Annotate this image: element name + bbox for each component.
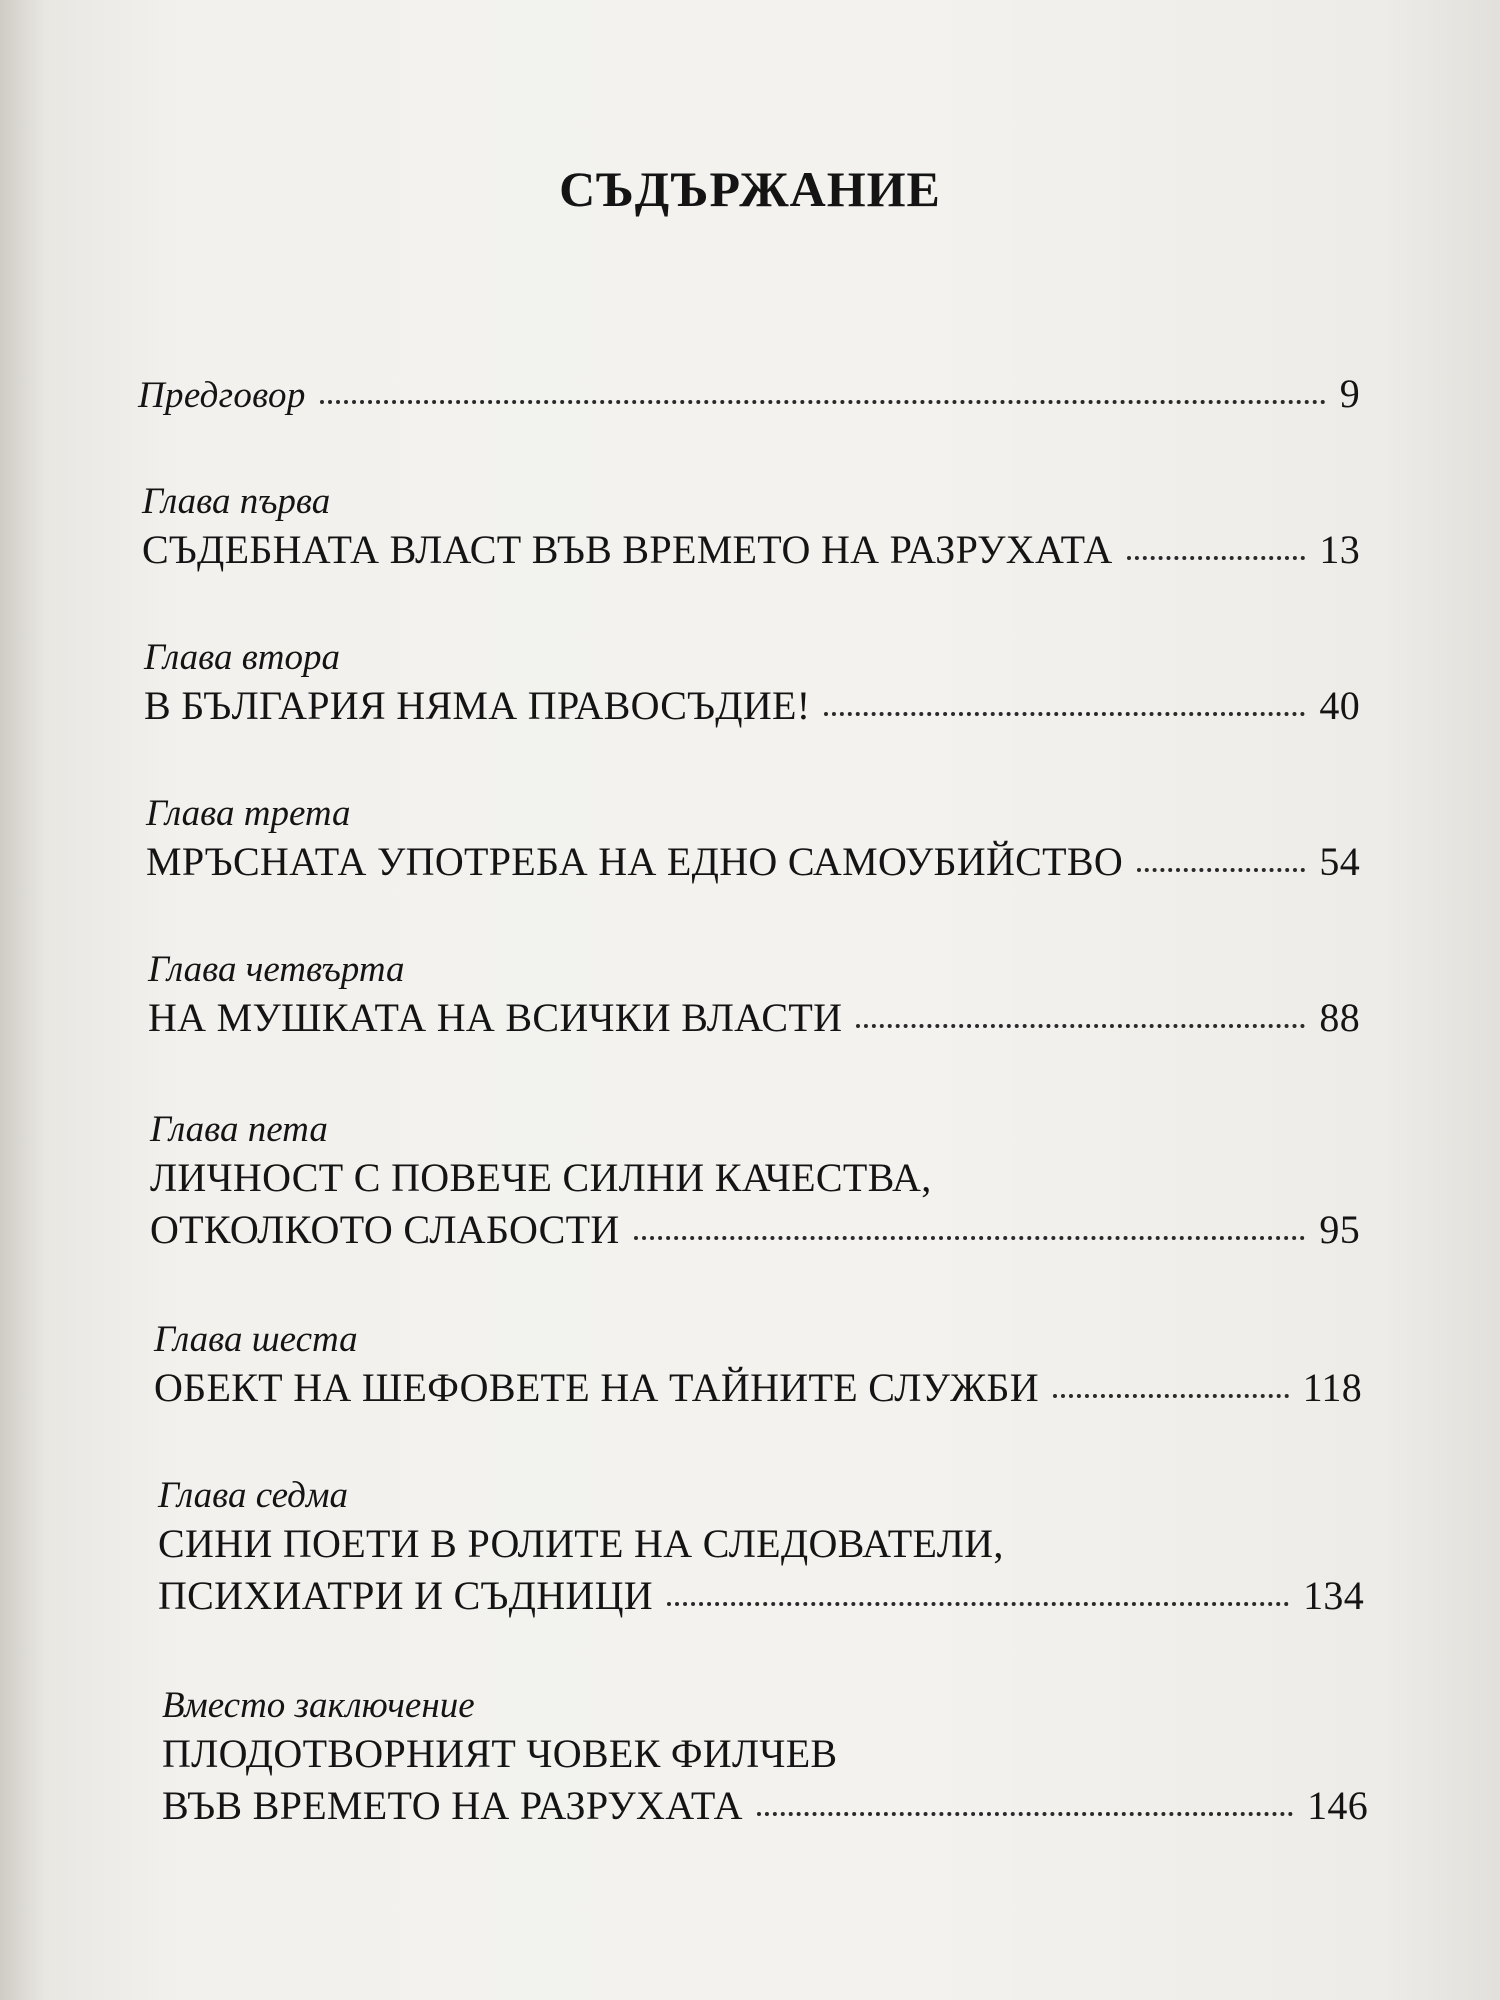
toc-line [138,368,1360,422]
dot-leader [824,708,1305,716]
toc-line [158,1570,1364,1622]
toc-entry-chapter-4 [148,948,1360,1044]
dot-leader [1127,552,1306,560]
toc-entry-chapter-7 [158,1474,1364,1622]
dot-leader [757,1808,1293,1816]
toc-entry-chapter-1 [142,480,1360,576]
entry-title: СЪДЕБНАТА ВЛАСТ ВЪВ ВРЕМЕТО НА РАЗРУХАТА [142,527,1113,572]
page-number: 95 [1319,1207,1360,1252]
page-number: 118 [1302,1365,1362,1410]
entry-title-line-2: ОТКОЛКОТО СЛАБОСТИ [150,1207,620,1252]
page-number: 40 [1319,683,1360,728]
entry-title: ОБЕКТ НА ШЕФОВЕТЕ НА ТАЙНИТЕ СЛУЖБИ [154,1365,1039,1410]
entry-title: МРЪСНАТА УПОТРЕБА НА ЕДНО САМОУБИЙСТВО [146,839,1124,884]
toc-entry-preface [138,368,1360,422]
chapter-label: Глава четвърта [148,949,405,990]
dot-leader [667,1598,1289,1606]
dot-leader [1137,864,1305,872]
dot-leader [320,396,1326,404]
entry-title-line-2: ВЪВ ВРЕМЕТО НА РАЗРУХАТА [162,1783,743,1828]
page-number: 9 [1339,371,1360,416]
toc-line [154,1362,1362,1414]
entry-title: НА МУШКАТА НА ВСИЧКИ ВЛАСТИ [148,995,843,1040]
page-number: 134 [1303,1573,1364,1618]
entry-title: Предговор [138,375,306,416]
page-number: 13 [1319,527,1360,572]
dot-leader [856,1020,1305,1028]
toc-entry-chapter-3 [146,792,1360,888]
toc-line [146,836,1360,888]
entry-title: В БЪЛГАРИЯ НЯМА ПРАВОСЪДИЕ! [144,683,811,728]
page-title: СЪДЪРЖАНИЕ [559,161,941,217]
toc-line [148,992,1360,1044]
dot-leader [634,1232,1306,1240]
toc-entry-chapter-2 [144,636,1360,732]
dot-leader [1053,1390,1289,1398]
chapter-label: Вместо заключение [162,1685,475,1726]
page-number: 88 [1319,995,1360,1040]
chapter-label: Глава седма [158,1475,348,1516]
chapter-label: Глава трета [146,793,351,834]
toc-line [150,1204,1360,1256]
entry-title-line-2: ПСИХИАТРИ И СЪДНИЦИ [158,1573,653,1618]
entry-title-line-1: ПЛОДОТВОРНИЯТ ЧОВЕК ФИЛЧЕВ [162,1731,838,1776]
entry-title-line-1: СИНИ ПОЕТИ В РОЛИТЕ НА СЛЕДОВАТЕЛИ, [158,1521,1004,1566]
page-number: 54 [1319,839,1360,884]
chapter-label: Глава шеста [154,1319,358,1360]
toc-entry-chapter-6 [154,1318,1362,1414]
entry-title-line-1: ЛИЧНОСТ С ПОВЕЧЕ СИЛНИ КАЧЕСТВА, [150,1155,932,1200]
toc-entry-conclusion [162,1684,1368,1832]
chapter-label: Глава първа [142,481,331,522]
chapter-label: Глава втора [144,637,341,678]
toc-line [144,680,1360,732]
toc-line [142,524,1360,576]
page-number: 146 [1307,1783,1368,1828]
toc-line [162,1780,1368,1832]
toc-entry-chapter-5 [150,1108,1360,1256]
chapter-label: Глава пета [150,1109,328,1150]
